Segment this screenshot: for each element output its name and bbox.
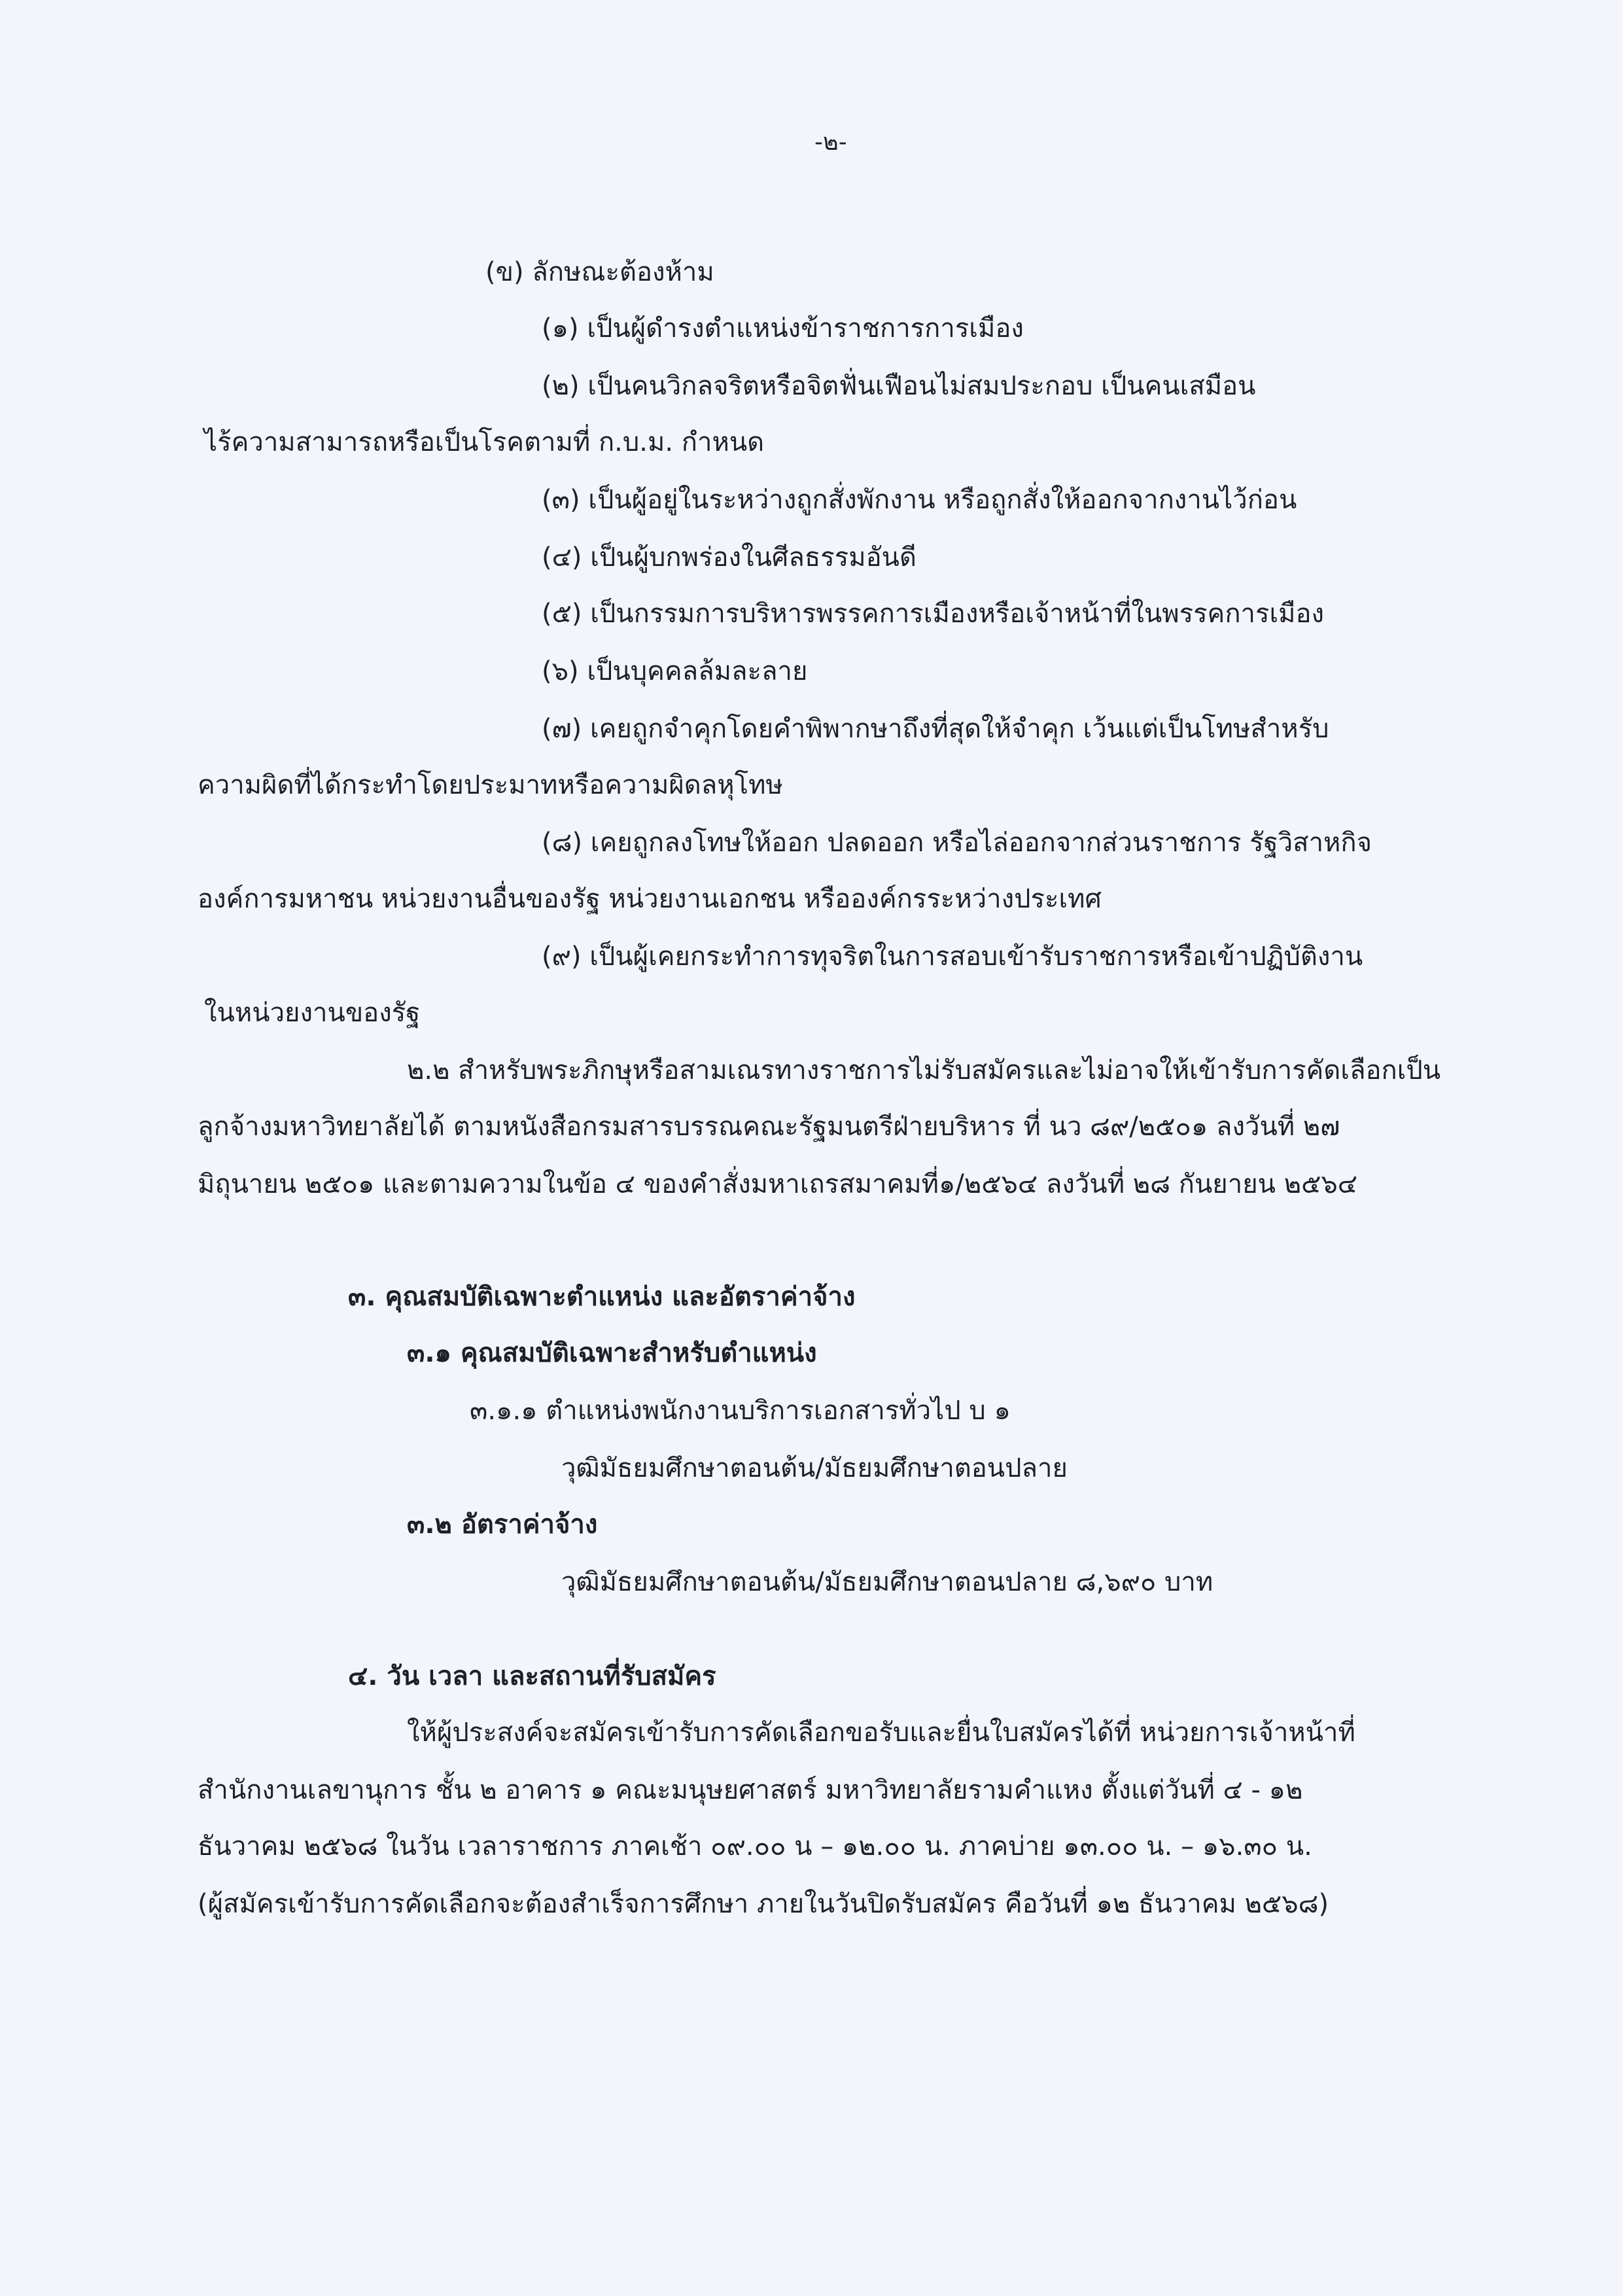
section-b-heading: (ข) ลักษณะต้องห้าม — [485, 257, 714, 287]
clause-2-2-line-2: ลูกจ้างมหาวิทยาลัยได้ ตามหนังสือกรมสารบรรณคณะรัฐมนตรีฝ่ายบริหาร ที่ นว ๘๙/๒๕๐๑ ลงวันที่ ๒๗ — [198, 1112, 1340, 1142]
prohibition-item-9-cont: ในหน่วยงานของรัฐ — [204, 998, 421, 1028]
prohibition-item-2-cont: ไร้ความสามารถหรือเป็นโรคตามที่ ก.บ.ม. กำหนด — [204, 427, 765, 457]
prohibition-item-4: (๔) เป็นผู้บกพร่องในศีลธรรมอันดี — [542, 542, 916, 573]
prohibition-item-3: (๓) เป็นผู้อยู่ในระหว่างถูกสั่งพักงาน หรือถูกสั่งให้ออกจากงานไว้ก่อน — [542, 485, 1297, 515]
page-number: -๒- — [814, 129, 847, 156]
section-3-1-heading: ๓.๑ คุณสมบัติเฉพาะสำหรับตำแหน่ง — [407, 1338, 817, 1368]
wage-rate: วุฒิมัธยมศึกษาตอนต้น/มัธยมศึกษาตอนปลาย ๘,๖๙๐ บาท — [561, 1567, 1213, 1597]
prohibition-item-7-cont: ความผิดที่ได้กระทำโดยประมาทหรือความผิดลหุโทษ — [198, 770, 783, 800]
application-line-2: สำนักงานเลขานุการ ชั้น ๒ อาคาร ๑ คณะมนุษยศาสตร์ มหาวิทยาลัยรามคำแหง ตั้งแต่วันที่ ๔ - ๑๒ — [198, 1775, 1303, 1805]
prohibition-item-5: (๕) เป็นกรรมการบริหารพรรคการเมืองหรือเจ้าหน้าที่ในพรรคการเมือง — [542, 599, 1325, 629]
position-qualification: วุฒิมัธยมศึกษาตอนต้น/มัธยมศึกษาตอนปลาย — [561, 1453, 1068, 1483]
section-3-heading: ๓. คุณสมบัติเฉพาะตำแหน่ง และอัตราค่าจ้าง — [348, 1282, 856, 1312]
application-line-1: ให้ผู้ประสงค์จะสมัครเข้ารับการคัดเลือกขอรับและยื่นใบสมัครได้ที่ หน่วยการเจ้าหน้าที่ — [407, 1718, 1355, 1748]
prohibition-item-1: (๑) เป็นผู้ดำรงตำแหน่งข้าราชการการเมือง — [542, 313, 1024, 344]
section-4-heading: ๔. วัน เวลา และสถานที่รับสมัคร — [348, 1661, 716, 1691]
prohibition-item-8: (๘) เคยถูกลงโทษให้ออก ปลดออก หรือไล่ออกจากส่วนราชการ รัฐวิสาหกิจ — [542, 828, 1372, 858]
prohibition-item-6: (๖) เป็นบุคคลล้มละลาย — [542, 656, 808, 686]
clause-2-2-line-1: ๒.๒ สำหรับพระภิกษุหรือสามเณรทางราชการไม่รับสมัครและไม่อาจให้เข้ารับการคัดเลือกเป็น — [407, 1055, 1441, 1086]
application-line-3: ธันวาคม ๒๕๖๘ ในวัน เวลาราชการ ภาคเช้า ๐๙.๐๐ น – ๑๒.๐๐ น. ภาคบ่าย ๑๓.๐๐ น. – ๑๖.๓๐ น. — [198, 1831, 1312, 1862]
prohibition-item-9: (๙) เป็นผู้เคยกระทำการทุจริตในการสอบเข้ารับราชการหรือเข้าปฏิบัติงาน — [542, 942, 1363, 972]
prohibition-item-8-cont: องค์การมหาชน หน่วยงานอื่นของรัฐ หน่วยงานเอกชน หรือองค์กรระหว่างประเทศ — [198, 884, 1102, 914]
position-3-1-1: ๓.๑.๑ ตำแหน่งพนักงานบริการเอกสารทั่วไป บ ๑ — [470, 1396, 1011, 1426]
application-line-4: (ผู้สมัครเข้ารับการคัดเลือกจะต้องสำเร็จการศึกษา ภายในวันปิดรับสมัคร คือวันที่ ๑๒ ธันวาคม ๒๕๖๘) — [198, 1889, 1329, 1919]
section-3-2-heading: ๓.๒ อัตราค่าจ้าง — [407, 1510, 598, 1540]
prohibition-item-7: (๗) เคยถูกจำคุกโดยคำพิพากษาถึงที่สุดให้จำคุก เว้นแต่เป็นโทษสำหรับ — [542, 714, 1329, 744]
prohibition-item-2: (๒) เป็นคนวิกลจริตหรือจิตฟั่นเฟือนไม่สมประกอบ เป็นคนเสมือน — [542, 371, 1256, 401]
clause-2-2-line-3: มิถุนายน ๒๕๐๑ และตามความในข้อ ๔ ของคำสั่งมหาเถรสมาคมที่๑/๒๕๖๔ ลงวันที่ ๒๘ กันยายน ๒๕๖๔ — [198, 1169, 1358, 1199]
